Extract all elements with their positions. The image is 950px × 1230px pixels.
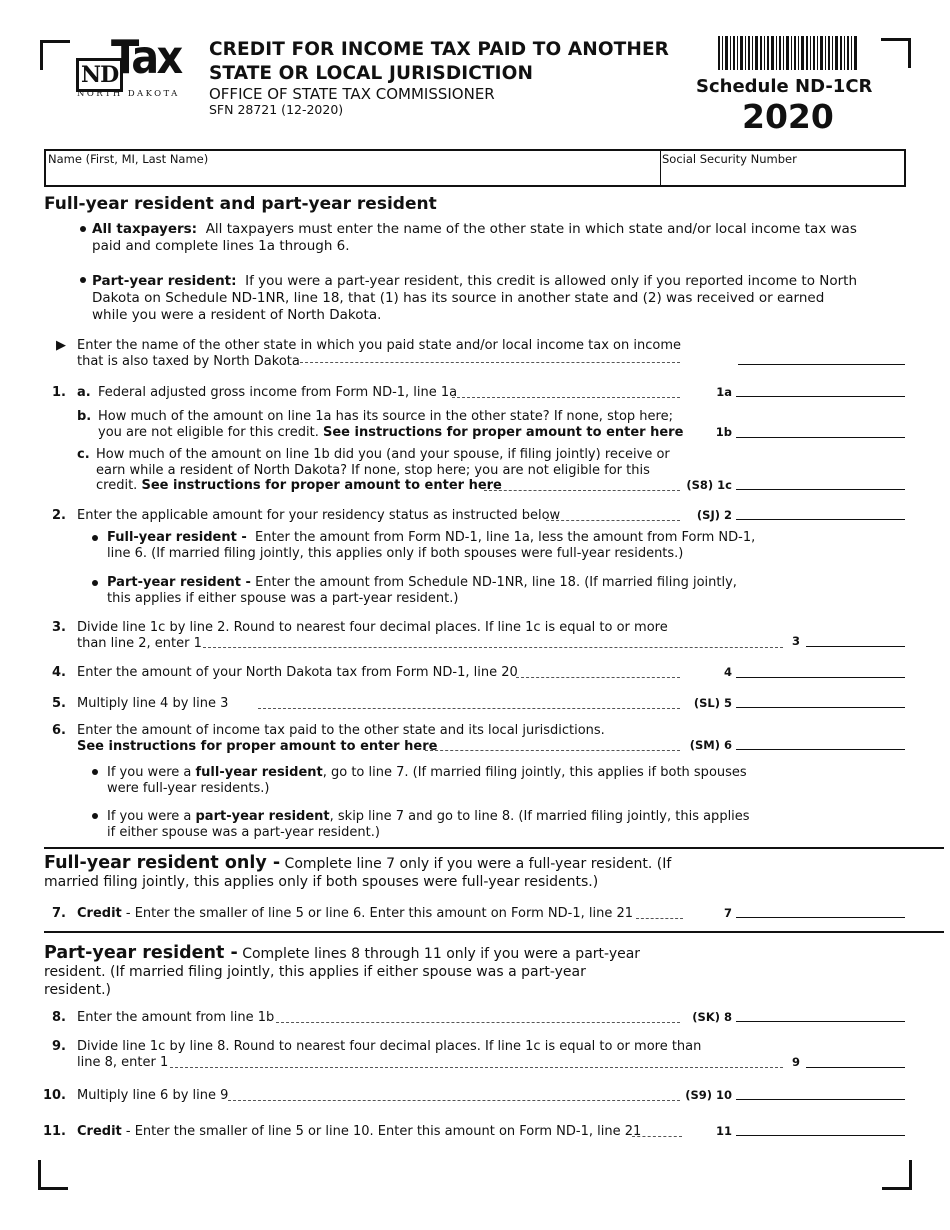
- line-5-text: Multiply line 4 by line 3: [77, 696, 229, 711]
- line-6-full-year-note: [107, 765, 747, 796]
- line-letter: c.: [77, 447, 90, 462]
- bullet-icon: [80, 277, 86, 283]
- part-year-text1: Enter the amount from Schedule ND-1NR, line 18. (If married filing jointly,: [255, 575, 737, 590]
- line-code: 9: [791, 1055, 800, 1069]
- line-number: 10.: [42, 1088, 66, 1103]
- section3-text1: Complete lines 8 through 11 only if you were a part-year: [242, 946, 641, 962]
- leader-dots: [300, 362, 680, 363]
- note-text2: if either spouse was a part-year resident.): [107, 824, 380, 840]
- line-1c-text3b: See instructions for proper amount to enter here: [141, 478, 502, 493]
- bullet-icon: [92, 535, 98, 541]
- line-11-desc: - Enter the smaller of line 5 or line 10. Enter this amount on Form ND-1, line 21: [125, 1124, 642, 1139]
- all-taxpayers-text2: paid and complete lines 1a through 6.: [92, 238, 350, 254]
- leader-dots: [203, 647, 783, 648]
- logo-tax: Tax: [111, 30, 181, 84]
- line-1c-text3a: credit.: [96, 478, 138, 493]
- line-9-text: [77, 1039, 701, 1070]
- line-2-part-year-instructions: [107, 575, 737, 606]
- line-number: 3.: [52, 620, 66, 635]
- all-taxpayers-instructions: [92, 221, 857, 255]
- all-taxpayers-label: All taxpayers:: [92, 221, 198, 237]
- bullet-icon: [92, 580, 98, 586]
- line-1b-text2b: See instructions for proper amount to enter here: [322, 424, 684, 440]
- note-bold: full-year resident: [195, 765, 323, 780]
- leader-dots: [452, 397, 680, 398]
- line-7-text: [77, 906, 633, 922]
- form-title-line1: CREDIT FOR INCOME TAX PAID TO ANOTHER: [209, 39, 670, 60]
- line-1a-input[interactable]: [736, 396, 905, 397]
- line-number: 5.: [52, 696, 66, 711]
- section-heading-full-year: Full-year resident only -: [44, 853, 281, 873]
- state-name-instructions: [77, 338, 681, 369]
- part-year-text2: Dakota on Schedule ND-1NR, line 18, that (1) has its source in another state and (2) was received or earned: [92, 290, 825, 306]
- arrow-right-icon: ▶: [56, 338, 66, 353]
- line-code: 4: [723, 665, 732, 679]
- section-divider: [44, 847, 944, 849]
- form-title: [209, 38, 669, 86]
- line-4-input[interactable]: [736, 677, 905, 678]
- note-post: , go to line 7. (If married filing jointly, this applies if both spouses: [322, 765, 747, 780]
- line-7-desc: - Enter the smaller of line 5 or line 6. Enter this amount on Form ND-1, line 21: [125, 906, 633, 921]
- section-heading-part-year: Part-year resident -: [44, 943, 238, 963]
- form-number: SFN 28721 (12-2020): [209, 102, 344, 117]
- line-9-text1: Divide line 1c by line 8. Round to nearest four decimal places. If line 1c is equal to or more than: [77, 1039, 702, 1054]
- line-code: (SK) 8: [692, 1010, 732, 1024]
- bullet-icon: [80, 226, 86, 232]
- line-code: (S9) 10: [685, 1088, 732, 1102]
- section3-text2: resident. (If married filing jointly, this applies if either spouse was a part-year: [44, 964, 586, 980]
- line-3-input[interactable]: [806, 646, 905, 647]
- other-state-name-input[interactable]: [738, 364, 905, 365]
- line-code: (S8) 1c: [686, 478, 732, 492]
- part-year-label: Part-year resident:: [92, 273, 237, 289]
- leader-dots: [276, 1022, 680, 1023]
- section-divider: [44, 931, 944, 933]
- all-taxpayers-text1: All taxpayers must enter the name of the other state in which state and/or local income tax was: [205, 221, 857, 237]
- bullet-icon: [92, 813, 98, 819]
- line-1a-text: Federal adjusted gross income from Form ND-1, line 1a: [98, 385, 458, 400]
- line-11-text: [77, 1124, 641, 1140]
- ssn-input[interactable]: [662, 165, 906, 187]
- line-code: (SM) 6: [689, 738, 732, 752]
- line-number: 9.: [52, 1039, 66, 1054]
- line-number: 7.: [52, 906, 66, 921]
- part-year-text2: this applies if either spouse was a part-year resident.): [107, 590, 459, 606]
- leader-dots: [228, 1100, 680, 1101]
- credit-label: Credit: [77, 906, 122, 921]
- credit-label: Credit: [77, 1124, 122, 1139]
- line-1c-text2: earn while a resident of North Dakota? If none, stop here; you are not eligible for this: [96, 462, 650, 478]
- note-bold: part-year resident: [195, 809, 330, 824]
- logo-nd: ND: [76, 58, 123, 92]
- ssn-field-label: Social Security Number: [662, 152, 797, 166]
- line-1c-text: [96, 447, 670, 494]
- section2-text2: married filing jointly, this applies only if both spouses were full-year residents.): [44, 874, 599, 890]
- line-6-input[interactable]: [736, 749, 905, 750]
- line-number: 1.: [52, 385, 66, 400]
- line-number: 8.: [52, 1010, 66, 1025]
- taxpayer-info-box: [44, 149, 906, 187]
- line-1b-input[interactable]: [736, 437, 905, 438]
- line-6-part-year-note: [107, 809, 750, 840]
- line-4-text: Enter the amount of your North Dakota tax from Form ND-1, line 20: [77, 665, 518, 680]
- state-name-text2: that is also taxed by North Dakota: [77, 353, 300, 369]
- logo-subtitle: NORTH DAKOTA: [77, 89, 180, 99]
- line-8-input[interactable]: [736, 1021, 905, 1022]
- full-year-text2: line 6. (If married filing jointly, this applies only if both spouses were full-year residents.): [107, 545, 684, 561]
- corner-mark-top-left: [40, 40, 70, 70]
- note-text2: were full-year residents.): [107, 780, 270, 796]
- line-2-input[interactable]: [736, 519, 905, 520]
- corner-mark-bottom-left: [38, 1160, 68, 1190]
- state-name-text1: Enter the name of the other state in which you paid state and/or local income tax on income: [77, 338, 681, 353]
- line-number: 11.: [42, 1124, 66, 1139]
- section2-text1: Complete line 7 only if you were a full-year resident. (If: [284, 856, 672, 872]
- leader-dots: [170, 1067, 783, 1068]
- line-code: 1b: [715, 425, 732, 439]
- line-1b-text1: How much of the amount on line 1a has its source in the other state? If none, stop here;: [98, 409, 673, 424]
- corner-mark-top-right: [881, 38, 911, 68]
- section3-text3: resident.): [44, 982, 112, 998]
- full-year-text1: Enter the amount from Form ND-1, line 1a, less the amount from Form ND-1,: [255, 530, 756, 545]
- line-code: (SL) 5: [693, 696, 732, 710]
- leader-dots: [546, 520, 680, 521]
- line-9-text2: line 8, enter 1: [77, 1054, 169, 1070]
- line-1c-text1: How much of the amount on line 1b did you (and your spouse, if filing jointly) receive or: [96, 447, 670, 462]
- bullet-icon: [92, 769, 98, 775]
- line-number: 2.: [52, 508, 66, 523]
- leader-dots: [516, 677, 680, 678]
- line-1b-text2a: you are not eligible for this credit.: [98, 424, 319, 440]
- barcode-image: [718, 36, 858, 70]
- name-input[interactable]: [46, 165, 660, 187]
- line-1c-input[interactable]: [736, 489, 905, 490]
- leader-dots: [425, 750, 680, 751]
- line-code: 1a: [716, 385, 732, 399]
- line-11-input[interactable]: [736, 1135, 905, 1136]
- line-5-input[interactable]: [736, 707, 905, 708]
- box-divider: [660, 151, 661, 185]
- line-letter: b.: [77, 409, 92, 424]
- line-code: 7: [723, 906, 732, 920]
- name-field-label: Name (First, MI, Last Name): [48, 152, 209, 166]
- line-number: 6.: [52, 723, 66, 738]
- line-code: 11: [715, 1124, 732, 1138]
- line-3-text2: than line 2, enter 1: [77, 635, 202, 651]
- line-3-text1: Divide line 1c by line 2. Round to nearest four decimal places. If line 1c is equal to or more: [77, 620, 668, 635]
- line-2-text: Enter the applicable amount for your residency status as instructed below: [77, 508, 561, 523]
- note-pre: If you were a: [107, 809, 192, 824]
- line-6-text1: Enter the amount of income tax paid to the other state and its local jurisdictions.: [77, 723, 605, 738]
- line-2-full-year-instructions: [107, 530, 755, 561]
- line-code: (SJ) 2: [696, 508, 732, 522]
- line-8-text: Enter the amount from line 1b: [77, 1010, 275, 1025]
- line-1b-text: [98, 409, 683, 440]
- office-name: OFFICE OF STATE TAX COMMISSIONER: [209, 85, 495, 103]
- line-10-input[interactable]: [736, 1099, 905, 1100]
- part-year-text3: while you were a resident of North Dakota.: [92, 307, 382, 323]
- line-code: 3: [791, 634, 800, 648]
- section-heading-all-residents: Full-year resident and part-year resident: [44, 194, 437, 214]
- line-6-text2: See instructions for proper amount to enter here: [77, 738, 438, 754]
- full-year-label: Full-year resident -: [107, 530, 247, 545]
- form-title-line2: STATE OR LOCAL JURISDICTION: [209, 63, 534, 84]
- full-year-only-section: [44, 854, 671, 891]
- note-pre: If you were a: [107, 765, 192, 780]
- part-year-label: Part-year resident -: [107, 575, 251, 590]
- leader-dots: [484, 490, 680, 491]
- part-year-instructions: [92, 273, 857, 324]
- line-10-text: Multiply line 6 by line 9: [77, 1088, 229, 1103]
- leader-dots: [258, 708, 680, 709]
- tax-year: 2020: [742, 97, 834, 136]
- line-9-input[interactable]: [806, 1067, 905, 1068]
- line-letter: a.: [77, 385, 91, 400]
- part-year-text1: If you were a part-year resident, this credit is allowed only if you reported income to North: [245, 273, 858, 289]
- line-7-input[interactable]: [736, 917, 905, 918]
- part-year-section: [44, 944, 640, 999]
- schedule-name: Schedule ND-1CR: [696, 76, 873, 97]
- note-post: , skip line 7 and go to line 8. (If married filing jointly, this applies: [329, 809, 750, 824]
- corner-mark-bottom-right: [882, 1160, 912, 1190]
- line-number: 4.: [52, 665, 66, 680]
